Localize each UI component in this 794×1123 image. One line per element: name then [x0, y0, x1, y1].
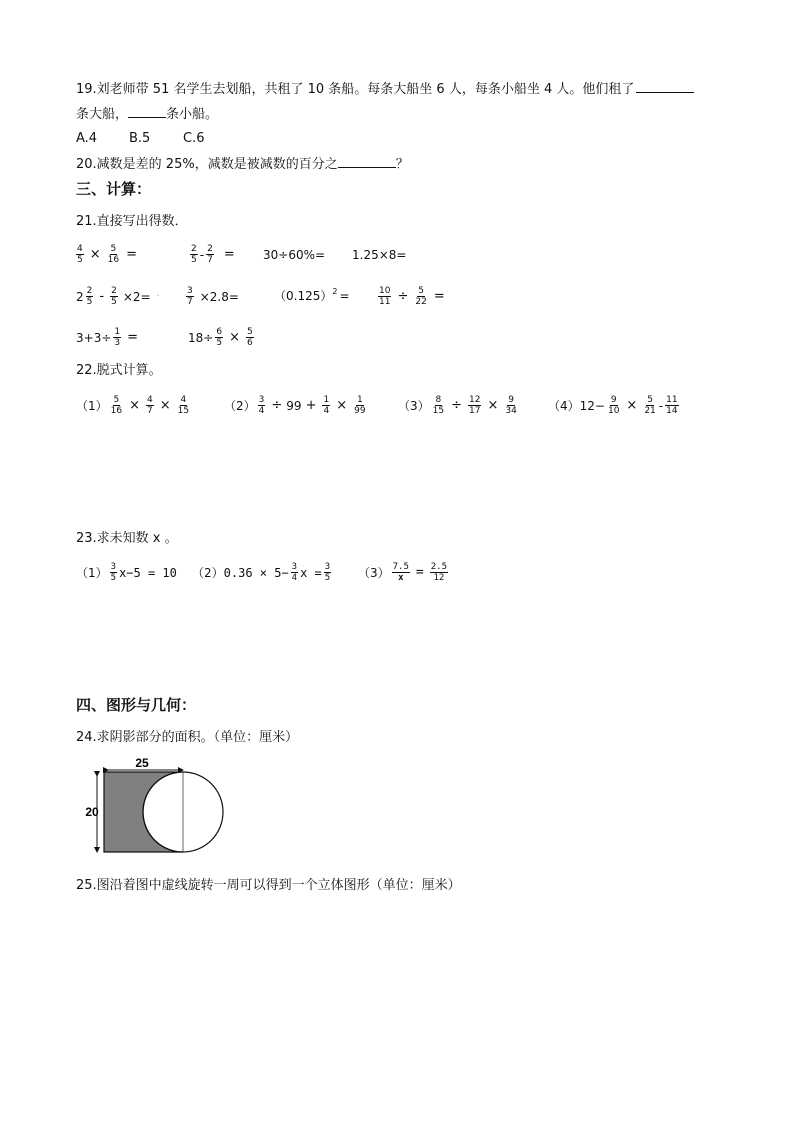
item-label: （1）: [76, 566, 108, 580]
operator: ×: [229, 330, 240, 345]
q21-r1-d: 1.25×8=: [352, 248, 407, 262]
frac-den: 7: [147, 406, 153, 416]
operator: -: [199, 247, 205, 262]
frac-den: 5: [216, 338, 223, 348]
q19-option-a-label: A.4: [76, 131, 98, 146]
q19-blank-2[interactable]: [128, 105, 166, 118]
q21-r2-a: [76, 286, 166, 307]
frac-den: 16: [110, 406, 123, 416]
operator: +: [305, 398, 317, 413]
q22-p1: [76, 395, 192, 416]
frac-num: 6: [216, 327, 223, 337]
frac-num: 3: [187, 286, 193, 296]
frac-den: 11: [379, 297, 391, 307]
frac-den: 5: [324, 573, 331, 583]
frac-num: 4: [147, 395, 153, 405]
frac-den: 99: [354, 406, 366, 416]
height-label: 20: [85, 805, 99, 819]
q19-option-a[interactable]: [76, 130, 97, 147]
frac-den: 5: [110, 573, 117, 583]
frac-den: 7: [187, 297, 193, 307]
q20-blank[interactable]: [338, 155, 396, 168]
frac-den: 34: [505, 406, 517, 416]
frac-num: 3: [110, 562, 117, 572]
frac-den: 5: [111, 297, 117, 307]
operator: ×: [626, 398, 638, 413]
operator: ×: [89, 247, 101, 262]
operator: ×: [487, 398, 499, 413]
q21-r1-b: [188, 244, 239, 265]
frac-den: 5: [191, 255, 197, 265]
equation-mid: x =: [300, 565, 322, 580]
equals: =: [415, 565, 424, 580]
q23-title: 23.求未知数 x 。: [76, 531, 178, 546]
frac-den: 22: [415, 297, 427, 307]
frac-den: 14: [666, 406, 678, 416]
frac-num: 5: [418, 286, 424, 296]
frac-den: 12: [433, 573, 445, 583]
item-label: （4）: [548, 399, 580, 413]
q21-r3-b: [188, 327, 256, 348]
item-label: （2）: [224, 399, 256, 413]
prefix: 3+3÷: [76, 330, 112, 345]
q19-text: 19.刘老师带 51 名学生去划船，共租了 10 条船。每条大船坐 6 人，每条小船坐 4 人。他们租了: [76, 82, 635, 97]
prefix: 18÷: [188, 330, 214, 345]
q21-title: 21.直接写出得数．: [76, 214, 188, 229]
q21-r1-c: 30÷60%=: [263, 248, 326, 262]
q23-p3: [358, 562, 450, 583]
frac-den: 5: [86, 297, 93, 307]
frac-den: 4: [291, 573, 298, 583]
operator: -: [99, 289, 105, 304]
q19-big-boat-text: 条大船，: [76, 107, 129, 122]
number: 99: [286, 398, 302, 413]
equals: =: [127, 330, 139, 345]
q22-title: 22.脱式计算。: [76, 363, 162, 378]
q21-r2-c: [274, 287, 350, 304]
prefix: 0.36 × 5−: [223, 565, 289, 580]
q22-p3: [398, 395, 520, 416]
operator: ÷: [451, 398, 462, 413]
base: （0.125）: [274, 289, 333, 303]
frac-num: 3: [291, 562, 298, 572]
width-label: 25: [135, 758, 149, 770]
q19-small-boat-text: 条小船。: [166, 107, 219, 122]
equals: =: [126, 247, 137, 262]
operator: ÷: [397, 289, 409, 304]
q23-p2: [192, 562, 333, 583]
frac-num: 1: [323, 395, 330, 405]
frac-num: 5: [110, 244, 117, 254]
tail: ×2=: [122, 289, 151, 304]
q19-line2: [76, 105, 218, 123]
frac-den: 15: [432, 406, 445, 416]
q23-p1: [76, 562, 177, 583]
frac-num: 11: [666, 395, 678, 405]
frac-num: 3: [324, 562, 331, 572]
q19-option-c[interactable]: [183, 130, 204, 147]
frac-den: 10: [607, 406, 620, 416]
frac-num: 2: [86, 286, 93, 296]
q24-title: 24.求阴影部分的面积。（单位：厘米）: [76, 730, 299, 745]
frac-den: 3: [114, 338, 121, 348]
q19-line1: [76, 80, 694, 98]
q21-r2-d: [376, 286, 449, 307]
q19-option-b[interactable]: [129, 130, 150, 147]
tail: ×2.8=: [199, 289, 239, 304]
q22-p4: [548, 395, 681, 416]
frac-num: 12: [469, 395, 481, 405]
q19-option-c-label: C.6: [183, 131, 205, 146]
frac-den: 16: [107, 255, 120, 265]
operator: ×: [159, 398, 171, 413]
q21-r1-a: [74, 244, 141, 265]
frac-den: 17: [469, 406, 481, 416]
item-label: （1）: [76, 399, 108, 413]
frac-den: 7: [207, 255, 213, 265]
frac-num: 10: [379, 286, 391, 296]
frac-num: 2.5: [430, 562, 447, 572]
frac-num: 2: [111, 286, 117, 296]
equals: =: [339, 288, 350, 303]
q24-figure: [80, 758, 230, 860]
q20: [76, 155, 409, 173]
q19-option-b-label: B.5: [129, 131, 151, 146]
frac-num: 9: [610, 395, 617, 405]
operator: -: [658, 398, 664, 413]
section-4-title: 四、图形与几何：: [76, 696, 197, 714]
frac-den: x: [398, 573, 404, 583]
frac-num: 5: [113, 395, 120, 405]
frac-num: 3: [258, 395, 265, 405]
item-label: （2）: [192, 566, 224, 580]
item-label: （3）: [358, 566, 390, 580]
frac-num: 1: [356, 395, 363, 405]
frac-num: 2: [207, 244, 213, 254]
operator: ÷: [271, 398, 283, 413]
exponent: 2: [332, 287, 338, 296]
operator: ×: [129, 398, 140, 413]
frac-num: 8: [435, 395, 442, 405]
q25-title: 25.图沿着图中虚线旋转一周可以得到一个立体图形（单位：厘米）: [76, 878, 461, 893]
frac-num: 4: [77, 244, 83, 254]
q20-end: ？: [395, 157, 409, 172]
frac-den: 15: [177, 406, 190, 416]
q21-r3-a: [76, 327, 142, 348]
q19-blank-1[interactable]: [636, 80, 694, 93]
q20-text: 20.减数是差的 25%，减数是被减数的百分之: [76, 157, 338, 172]
q22-p2: [224, 395, 369, 416]
frac-num: 1: [114, 327, 121, 337]
equation-tail: x−5 = 10: [119, 565, 177, 580]
prefix: 12−: [579, 398, 605, 413]
equals: =: [223, 247, 235, 262]
frac-den: 21: [644, 406, 656, 416]
frac-num: 7.5: [392, 562, 409, 572]
section-3-title: 三、计算：: [76, 180, 152, 198]
frac-num: 9: [508, 395, 514, 405]
frac-num: 2: [191, 244, 197, 254]
operator: ×: [336, 398, 348, 413]
whole-number: 2: [76, 289, 84, 304]
frac-den: 4: [323, 406, 330, 416]
frac-den: 5: [77, 255, 83, 265]
dot-mark: ·: [156, 291, 160, 302]
item-label: （3）: [398, 399, 430, 413]
equals: =: [433, 289, 445, 304]
frac-num: 5: [647, 395, 653, 405]
frac-num: 4: [180, 395, 187, 405]
frac-den: 6: [246, 338, 253, 348]
frac-den: 4: [258, 406, 265, 416]
q21-r2-b: [184, 286, 239, 307]
frac-num: 5: [246, 327, 253, 337]
